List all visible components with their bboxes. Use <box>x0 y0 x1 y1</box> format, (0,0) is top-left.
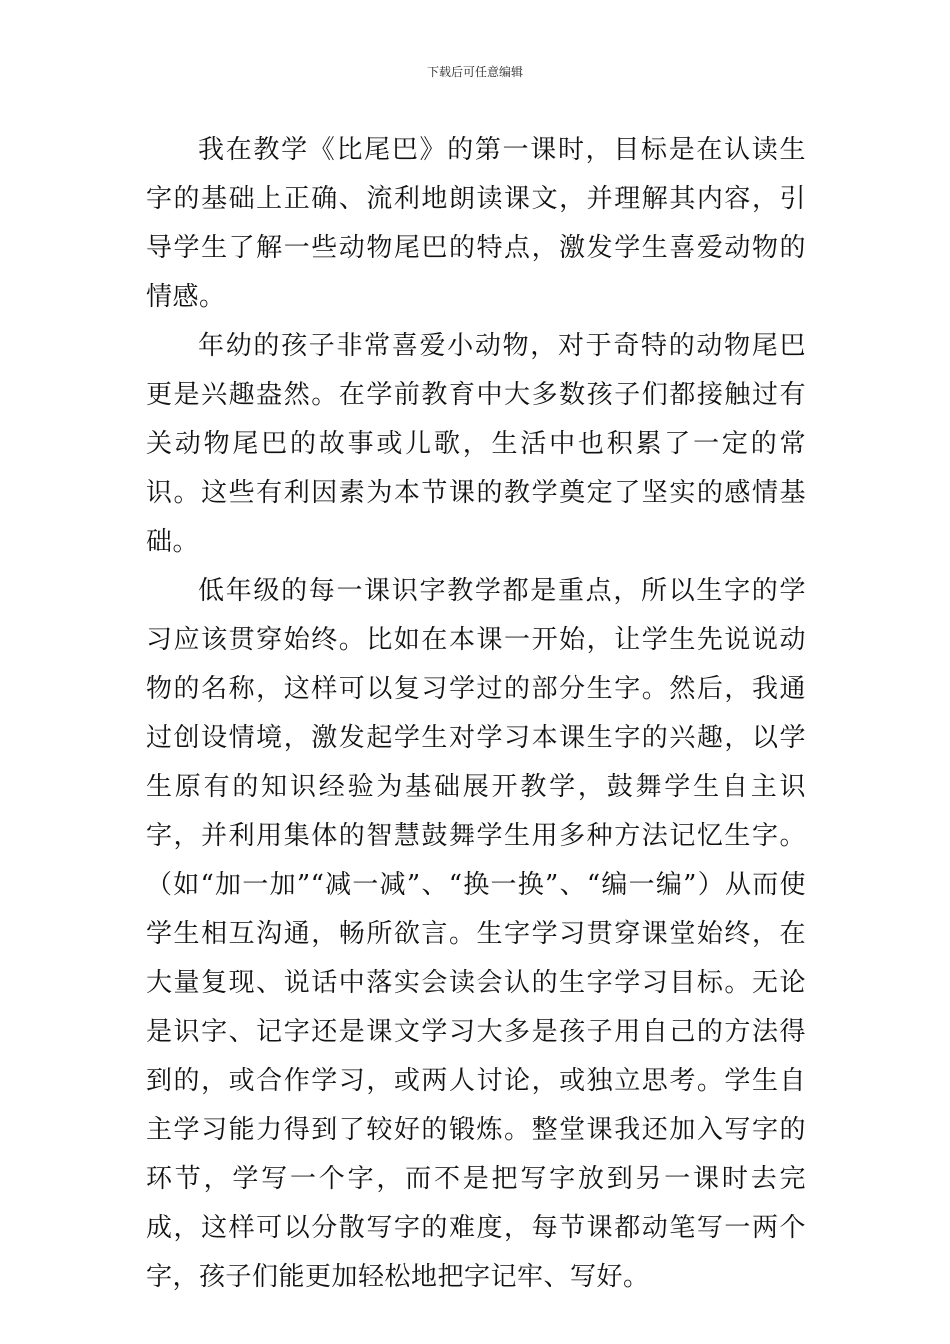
paragraph-2: 年幼的孩子非常喜爱小动物，对于奇特的动物尾巴更是兴趣盎然。在学前教育中大多数孩子们都接触过有关动物尾巴的故事或儿歌，生活中也积累了一定的常识。这些有利因素为本节课的教学奠定了坚实的感情基础。 <box>146 331 806 557</box>
paragraph-3: 低年级的每一课识字教学都是重点，所以生字的学习应该贯穿始终。比如在本课一开始，让学生先说说动物的名称，这样可以复习学过的部分生字。然后，我通过创设情境，激发起学生对学习本课生字的兴趣，以学生原有的知识经验为基础展开教学，鼓舞学生自主识字，并利用集体的智慧鼓舞学生用多种方法记忆生字。（如“加一加”“减一减”、“换一换”、“编一编”）从而使学生相互沟通，畅所欲言。生字学习贯穿课堂始终，在大量复现、说话中落实会读会认的生字学习目标。无论是识字、记字还是课文学习大多是孩子用自己的方法得到的，或合作学习，或两人讨论，或独立思考。学生自主学习能力得到了较好的锻炼。整堂课我还加入写字的环节，学写一个字，而不是把写字放到另一课时去完成，这样可以分散写字的难度，每节课都动笔写一两个字，孩子们能更加轻松地把字记牢、写好。 <box>146 576 806 1292</box>
document-body <box>146 126 806 1302</box>
paragraph-1: 我在教学《比尾巴》的第一课时，目标是在认读生字的基础上正确、流利地朗读课文，并理解其内容，引导学生了解一些动物尾巴的特点，激发学生喜爱动物的情感。 <box>146 135 806 312</box>
page-header: 下载后可任意编辑 <box>426 65 523 79</box>
